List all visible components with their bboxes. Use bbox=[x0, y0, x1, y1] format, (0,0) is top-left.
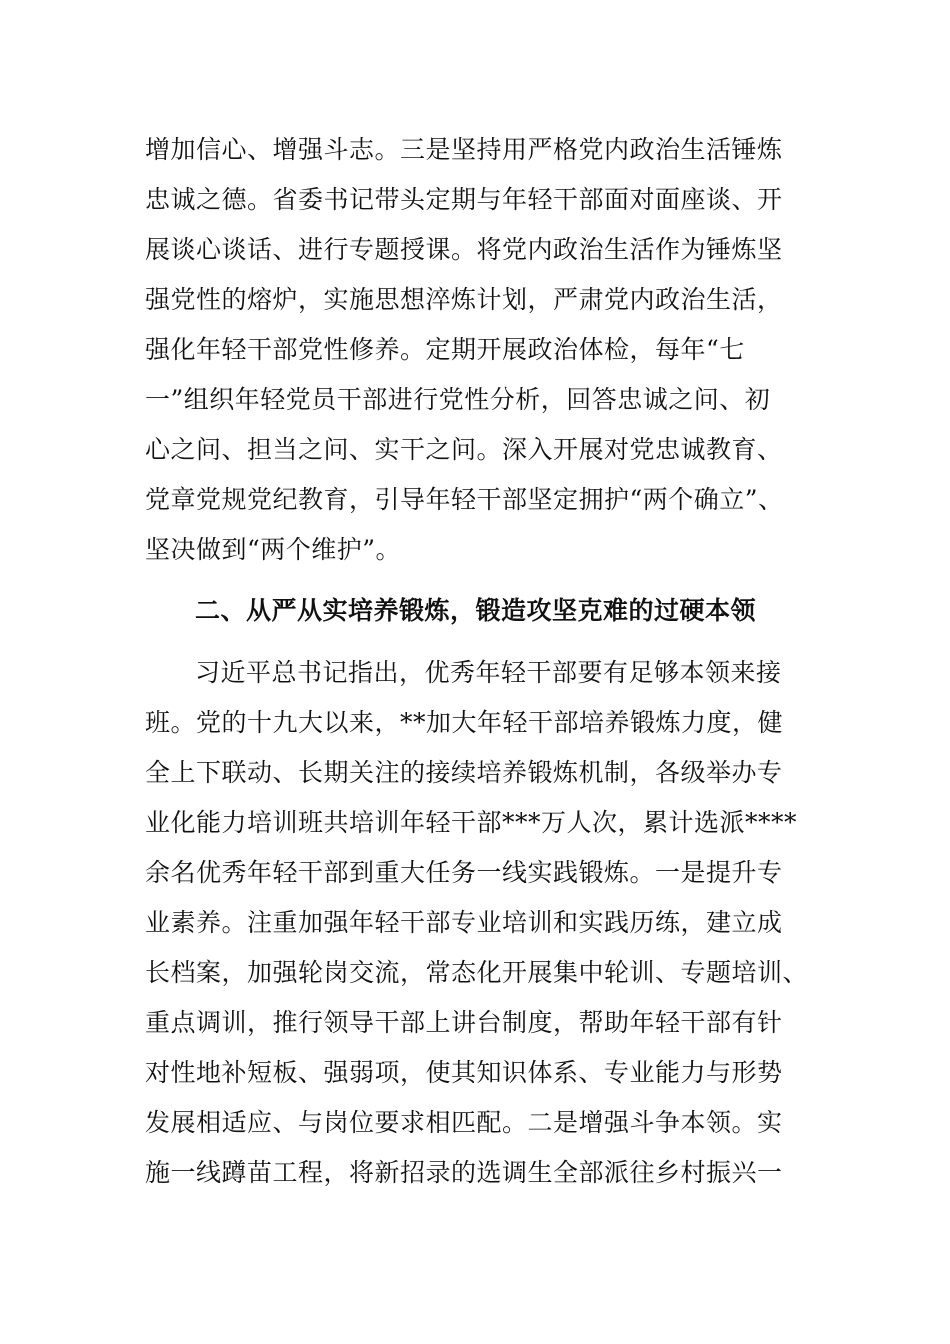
paragraph-line: 对性地补短板、强弱项，使其知识体系、专业能力与形势 bbox=[145, 1058, 783, 1087]
paragraph-line: 习近平总书记指出，优秀年轻干部要有足够本领来接 bbox=[195, 658, 782, 687]
paragraph-line: 心之问、担当之问、实干之问。深入开展对党忠诚教育、 bbox=[145, 435, 783, 464]
paragraph-line: 忠诚之德。省委书记带头定期与年轻干部面对面座谈、开 bbox=[145, 185, 783, 214]
paragraph-line: 一”组织年轻党员干部进行党性分析，回答忠诚之问、初 bbox=[145, 385, 771, 414]
paragraph-line: 施一线蹲苗工程，将新招录的选调生全部派往乡村振兴一 bbox=[145, 1158, 783, 1187]
paragraph-line: 业素养。注重加强年轻干部专业培训和实践历练，建立成 bbox=[145, 908, 783, 937]
paragraph-line: 坚决做到“两个维护”。 bbox=[145, 535, 402, 564]
section-heading: 二、从严从实培养锻炼，锻造攻坚克难的过硬本领 bbox=[195, 596, 757, 625]
paragraph-line: 班。党的十九大以来，**加大年轻干部培养锻炼力度，健 bbox=[145, 708, 784, 737]
paragraph-line: 全上下联动、长期关注的接续培养锻炼机制，各级举办专 bbox=[145, 758, 783, 787]
paragraph-line: 发展相适应、与岗位要求相匹配。二是增强斗争本领。实 bbox=[145, 1108, 783, 1137]
paragraph-line: 展谈心谈话、进行专题授课。将党内政治生活作为锤炼坚 bbox=[145, 235, 783, 264]
paragraph-line: 党章党规党纪教育，引导年轻干部坚定拥护“两个确立”、 bbox=[145, 485, 784, 514]
paragraph-line: 长档案，加强轮岗交流，常态化开展集中轮训、专题培训、 bbox=[145, 958, 809, 987]
paragraph-line: 强化年轻干部党性修养。定期开展政治体检，每年“七 bbox=[145, 335, 745, 364]
paragraph-line: 增加信心、增强斗志。三是坚持用严格党内政治生活锤炼 bbox=[145, 135, 783, 164]
paragraph-line: 强党性的熔炉，实施思想淬炼计划，严肃党内政治生活， bbox=[145, 285, 783, 314]
paragraph-line: 余名优秀年轻干部到重大任务一线实践锻炼。一是提升专 bbox=[145, 858, 783, 887]
paragraph-line: 业化能力培训班共培训年轻干部***万人次，累计选派**** bbox=[145, 808, 798, 837]
paragraph-line: 重点调训，推行领导干部上讲台制度，帮助年轻干部有针 bbox=[145, 1008, 783, 1037]
